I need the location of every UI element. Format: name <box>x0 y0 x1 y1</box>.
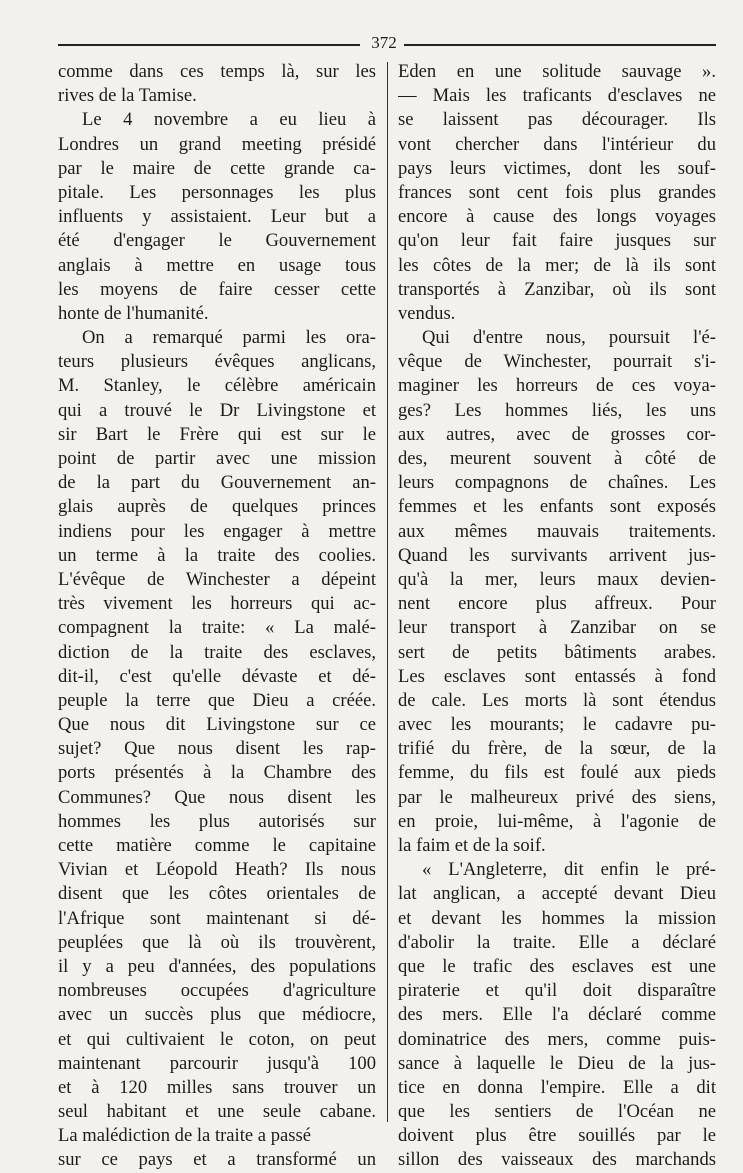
text-line: M. Stanley, le célèbre américain <box>58 375 376 397</box>
text-line: des, meurent souvent à côté de <box>398 448 716 469</box>
text-line: La malédiction de la traite a passé <box>58 1125 311 1147</box>
text-line: point de partir avec une mission <box>58 448 376 469</box>
text-line: vendus. <box>398 302 456 324</box>
text-line: Le 4 novembre a eu lieu à <box>82 109 376 131</box>
text-line: — Mais les traficants d'esclaves ne <box>398 85 716 107</box>
text-line: vont chercher dans l'intérieur du <box>398 133 716 155</box>
text-line: que les sentiers de l'Océan ne <box>398 1101 716 1123</box>
text-line: par le malheureux privé des siens, <box>398 786 716 808</box>
text-line: Londres un grand meeting présidé <box>58 133 376 155</box>
text-line: compagnent la traite: « La malé- <box>58 617 376 639</box>
text-line: par le maire de cette grande ca- <box>58 157 376 179</box>
text-line: très vivement les horreurs qui ac- <box>58 593 376 615</box>
text-line: tice en donna l'empire. Elle a dit <box>398 1076 716 1098</box>
text-line: sance à laquelle le Dieu de la jus- <box>398 1052 716 1074</box>
text-line: disent que les côtes orientales de <box>58 883 376 905</box>
text-line: nent encore plus affreux. Pour <box>398 593 716 615</box>
text-line: pitale. Les personnages les plus <box>58 181 376 203</box>
text-line: maintenant parcourir jusqu'à 100 <box>58 1052 376 1074</box>
text-line: un terme à la traite des coolies. <box>58 544 376 566</box>
text-line: peuple la terre que Dieu a créée. <box>58 689 376 711</box>
text-line: les moyens de faire cesser cette <box>58 278 376 300</box>
text-line: et à 120 milles sans trouver un <box>58 1076 376 1098</box>
column-divider <box>387 62 388 1122</box>
text-line: Eden en une solitude sauvage ». <box>398 61 716 82</box>
text-line: encore à cause des longs voyages <box>398 206 716 228</box>
right-column <box>398 60 716 1173</box>
text-line: leurs compagnons de chaînes. Les <box>398 472 716 494</box>
text-line: teurs plusieurs évêques anglicans, <box>58 351 376 373</box>
text-line: sir Bart le Frère qui est sur le <box>58 423 376 445</box>
text-line: peuplées que là où ils trouvèrent, <box>58 931 376 953</box>
text-line: que le trafic des esclaves est une <box>398 955 716 977</box>
text-line: dominatrice des mers, comme puis- <box>398 1028 716 1050</box>
text-line: de cale. Les morts là sont étendus <box>398 689 716 711</box>
text-line: piraterie et qu'il doit disparaître <box>398 980 716 1002</box>
text-line: L'évêque de Winchester a dépeint <box>58 568 376 590</box>
text-line: les côtes de la mer; de là ils sont <box>398 254 716 276</box>
text-line: Que nous dit Livingstone sur ce <box>58 714 376 736</box>
text-line: doivent plus être souillés par le <box>398 1125 716 1147</box>
text-line: se laissent pas décourager. Ils <box>398 109 716 131</box>
header-rule-left <box>58 44 360 46</box>
text-line: dit-il, c'est qu'elle dévaste et dé- <box>58 665 376 687</box>
text-line: il y a peu d'années, des populations <box>58 955 376 977</box>
text-line: aux autres, avec de grosses cor- <box>398 423 716 445</box>
text-line: Quand les survivants arrivent jus- <box>398 544 716 566</box>
text-line: ges? Les hommes liés, les uns <box>398 399 716 421</box>
text-line: cette matière comme le capitaine <box>58 835 376 856</box>
text-line: comme dans ces temps là, sur les <box>58 61 376 82</box>
text-line: maginer les horreurs de ces voya- <box>398 375 716 397</box>
text-line: l'Afrique sont maintenant si dé- <box>58 907 376 929</box>
text-line: hommes les plus autorisés sur <box>58 810 376 832</box>
left-column <box>58 60 376 1173</box>
text-line: vêque de Winchester, pourrait s'i- <box>398 351 716 373</box>
text-line: frances sont cent fois plus grandes <box>398 181 716 203</box>
text-line: influents y assistaient. Leur but a <box>58 206 376 228</box>
text-line: trifié du frère, de la sœur, de la <box>398 738 716 760</box>
text-line: Qui d'entre nous, poursuit l'é- <box>422 327 716 349</box>
text-line: et qui cultivaient le coton, on peut <box>58 1028 376 1050</box>
text-line: « L'Angleterre, dit enfin le pré- <box>422 859 716 881</box>
text-line: Communes? Que nous disent les <box>58 786 376 808</box>
text-line: lat anglican, a accepté devant Dieu <box>398 883 716 905</box>
text-line: Vivian et Léopold Heath? Ils nous <box>58 859 376 881</box>
text-line: aux mêmes mauvais traitements. <box>398 520 716 542</box>
text-line: de la part du Gouvernement an- <box>58 472 376 494</box>
text-line: sur ce pays et a transformé un <box>58 1149 376 1171</box>
text-line: Les esclaves sont entassés à fond <box>398 665 716 687</box>
text-line: sujet? Que nous disent les rap- <box>58 738 376 760</box>
text-line: ports présentés à la Chambre des <box>58 762 376 784</box>
page-number: 372 <box>371 33 397 52</box>
text-line: diction de la traite des esclaves, <box>58 641 376 663</box>
text-line: qu'on leur fait faire jusques sur <box>398 230 716 252</box>
text-line: transportés à Zanzibar, où ils sont <box>398 278 716 300</box>
text-line: qu'à la mer, leurs maux devien- <box>398 568 716 590</box>
text-line: seul habitant et une seule cabane. <box>58 1101 376 1123</box>
text-line: sillon des vaisseaux des marchands <box>398 1149 716 1171</box>
text-line: qui a trouvé le Dr Livingstone et <box>58 399 376 421</box>
text-line: leur transport à Zanzibar on se <box>398 617 716 639</box>
text-line: femme, du fils est foulé aux pieds <box>398 762 716 784</box>
text-line: la faim et de la soif. <box>398 835 546 856</box>
text-line: et devant les hommes la mission <box>398 907 716 929</box>
text-line: femmes et les enfants sont exposés <box>398 496 716 518</box>
text-line: rives de la Tamise. <box>58 85 197 107</box>
text-line: été d'engager le Gouvernement <box>58 230 376 252</box>
text-line: avec les mourants; le cadavre pu- <box>398 714 716 736</box>
text-line: pays leurs victimes, dont les souf- <box>398 157 716 179</box>
header-rule-right <box>404 44 716 46</box>
text-line: On a remarqué parmi les ora- <box>82 327 376 349</box>
text-line: avec un succès plus que médiocre, <box>58 1004 376 1026</box>
text-line: en proie, lui-même, à l'agonie de <box>398 810 716 832</box>
text-line: nombreuses occupées d'agriculture <box>58 980 376 1002</box>
text-line: glais auprès de quelques princes <box>58 496 376 518</box>
text-line: sert de petits bâtiments arabes. <box>398 641 716 663</box>
text-line: anglais à mettre en usage tous <box>58 254 376 276</box>
text-line: des mers. Elle l'a déclaré comme <box>398 1004 716 1026</box>
text-line: d'abolir la traite. Elle a déclaré <box>398 931 716 953</box>
text-line: indiens pour les engager à mettre <box>58 520 376 542</box>
text-line: honte de l'humanité. <box>58 302 209 324</box>
